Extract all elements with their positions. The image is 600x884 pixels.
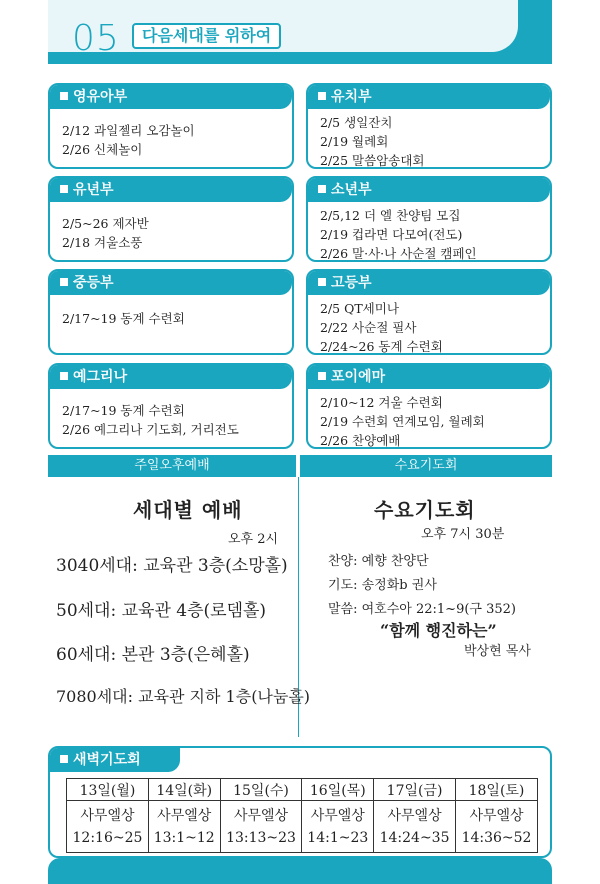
day-cell: 14일(화) [148,779,220,801]
dept-item: 2/17~19 동계 수련회 [62,311,185,326]
dept-name: 예그리나 [73,369,128,385]
dept-item: 2/5 생일잔치 [320,115,393,130]
book-name: 사무엘상 [469,807,524,824]
dawn-schedule-table [66,778,538,853]
dept-name: 고등부 [331,275,372,291]
bullet-icon [60,185,68,193]
dept-name: 유치부 [331,89,372,105]
dept-box-high [306,269,552,355]
book-name: 사무엘상 [310,807,365,824]
dept-item: 2/5,12 더 엘 찬양팀 모집 [320,208,461,223]
day-cell: 16일(목) [302,779,374,801]
table-row [67,801,538,853]
sunday-location: 50세대: 교육관 4층(로뎀홀) [56,601,267,621]
dept-item: 2/5~26 제자반 [62,216,149,231]
dept-box-middle [48,269,294,355]
wednesday-prayer-header: 수요기도회 [300,455,552,477]
dept-box-elementary-low [48,176,294,262]
section-title: 다음세대를 위하여 [132,23,281,49]
sunday-title: 세대별 예배 [133,498,243,522]
sunday-location: 60세대: 본관 3층(은혜홀) [56,645,250,665]
sunday-location: 7080세대: 교육관 지하 1층(나눔홀) [56,687,311,706]
day-cell: 13일(월) [67,779,149,801]
dawn-title: 새벽기도회 [73,752,141,768]
dept-item: 2/26 신체놀이 [62,142,143,157]
bullet-icon [318,278,326,286]
dept-item: 2/10~12 겨울 수련회 [320,395,443,410]
dept-item: 2/18 겨울소풍 [62,235,143,250]
wednesday-prayer: 기도: 송정화b 권사 [328,578,437,593]
dept-name: 소년부 [331,182,372,198]
section-number: 05 [72,18,120,59]
dept-item: 2/12 과일젤리 오감놀이 [62,123,195,138]
preacher: 박상현 목사 [464,644,531,659]
dept-item: 2/19 월례회 [320,134,389,149]
scripture-cell [456,801,538,853]
wednesday-scripture: 말씀: 여호수아 22:1~9(구 352) [328,602,516,617]
bullet-icon [318,92,326,100]
dept-item: 2/17~19 동계 수련회 [62,403,185,418]
wednesday-time: 오후 7시 30분 [421,527,505,542]
dept-box-yegrina [48,363,294,449]
footer-bar [48,858,552,884]
dawn-prayer-box [48,746,552,858]
dept-item: 2/24~26 동계 수련회 [320,339,443,354]
day-cell: 18일(토) [456,779,538,801]
book-name: 사무엘상 [233,807,289,824]
scripture-cell [302,801,374,853]
dept-item: 2/25 말씀암송대회 [320,153,425,168]
verse-range: 14:24~35 [379,829,450,846]
sunday-location: 3040세대: 교육관 3층(소망홀) [56,556,288,576]
scripture-cell [220,801,302,853]
dept-item: 2/19 수련회 연계모임, 월례회 [320,414,485,429]
verse-range: 12:16~25 [72,829,143,846]
dept-item: 2/26 예그리나 기도회, 거리전도 [62,422,239,437]
bullet-icon [60,372,68,380]
dept-item: 2/26 말·사·나 사순절 캠페인 [320,246,477,261]
book-name: 사무엘상 [80,807,135,824]
dept-name: 영유아부 [73,89,128,105]
verse-range: 13:13~23 [226,829,296,846]
dept-box-kinder [306,83,552,169]
scripture-cell [148,801,220,853]
scripture-cell [374,801,456,853]
bullet-icon [60,278,68,286]
day-cell: 17일(금) [374,779,456,801]
dept-item: 2/22 사순절 필사 [320,320,417,335]
sunday-worship-header: 주일오후예배 [48,455,296,477]
bullet-icon [318,372,326,380]
wednesday-title: 수요기도회 [374,498,476,522]
wednesday-praise: 찬양: 예향 찬양단 [328,554,429,569]
dept-box-elementary-high [306,176,552,262]
sunday-time: 오후 2시 [228,532,279,547]
dept-item: 2/5 QT세미나 [320,301,399,316]
page-header [48,0,552,64]
dept-name: 유년부 [73,182,114,198]
book-name: 사무엘상 [157,807,212,824]
verse-range: 14:36~52 [461,829,532,846]
dept-name: 중등부 [73,275,114,291]
verse-range: 14:1~23 [307,829,369,846]
scripture-cell [67,801,149,853]
day-cell: 15일(수) [220,779,302,801]
dept-name: 포이에마 [331,369,386,385]
bullet-icon [60,92,68,100]
dept-item: 2/19 컵라면 다모여(전도) [320,227,463,242]
dept-box-poiema [306,363,552,449]
table-row [67,779,538,801]
sermon-title: “함께 행진하는” [380,621,497,640]
verse-range: 13:1~12 [153,829,215,846]
dept-box-infant [48,83,294,169]
dept-item: 2/26 찬양예배 [320,433,401,448]
bullet-icon [318,185,326,193]
book-name: 사무엘상 [387,807,442,824]
bullet-icon [60,755,68,763]
